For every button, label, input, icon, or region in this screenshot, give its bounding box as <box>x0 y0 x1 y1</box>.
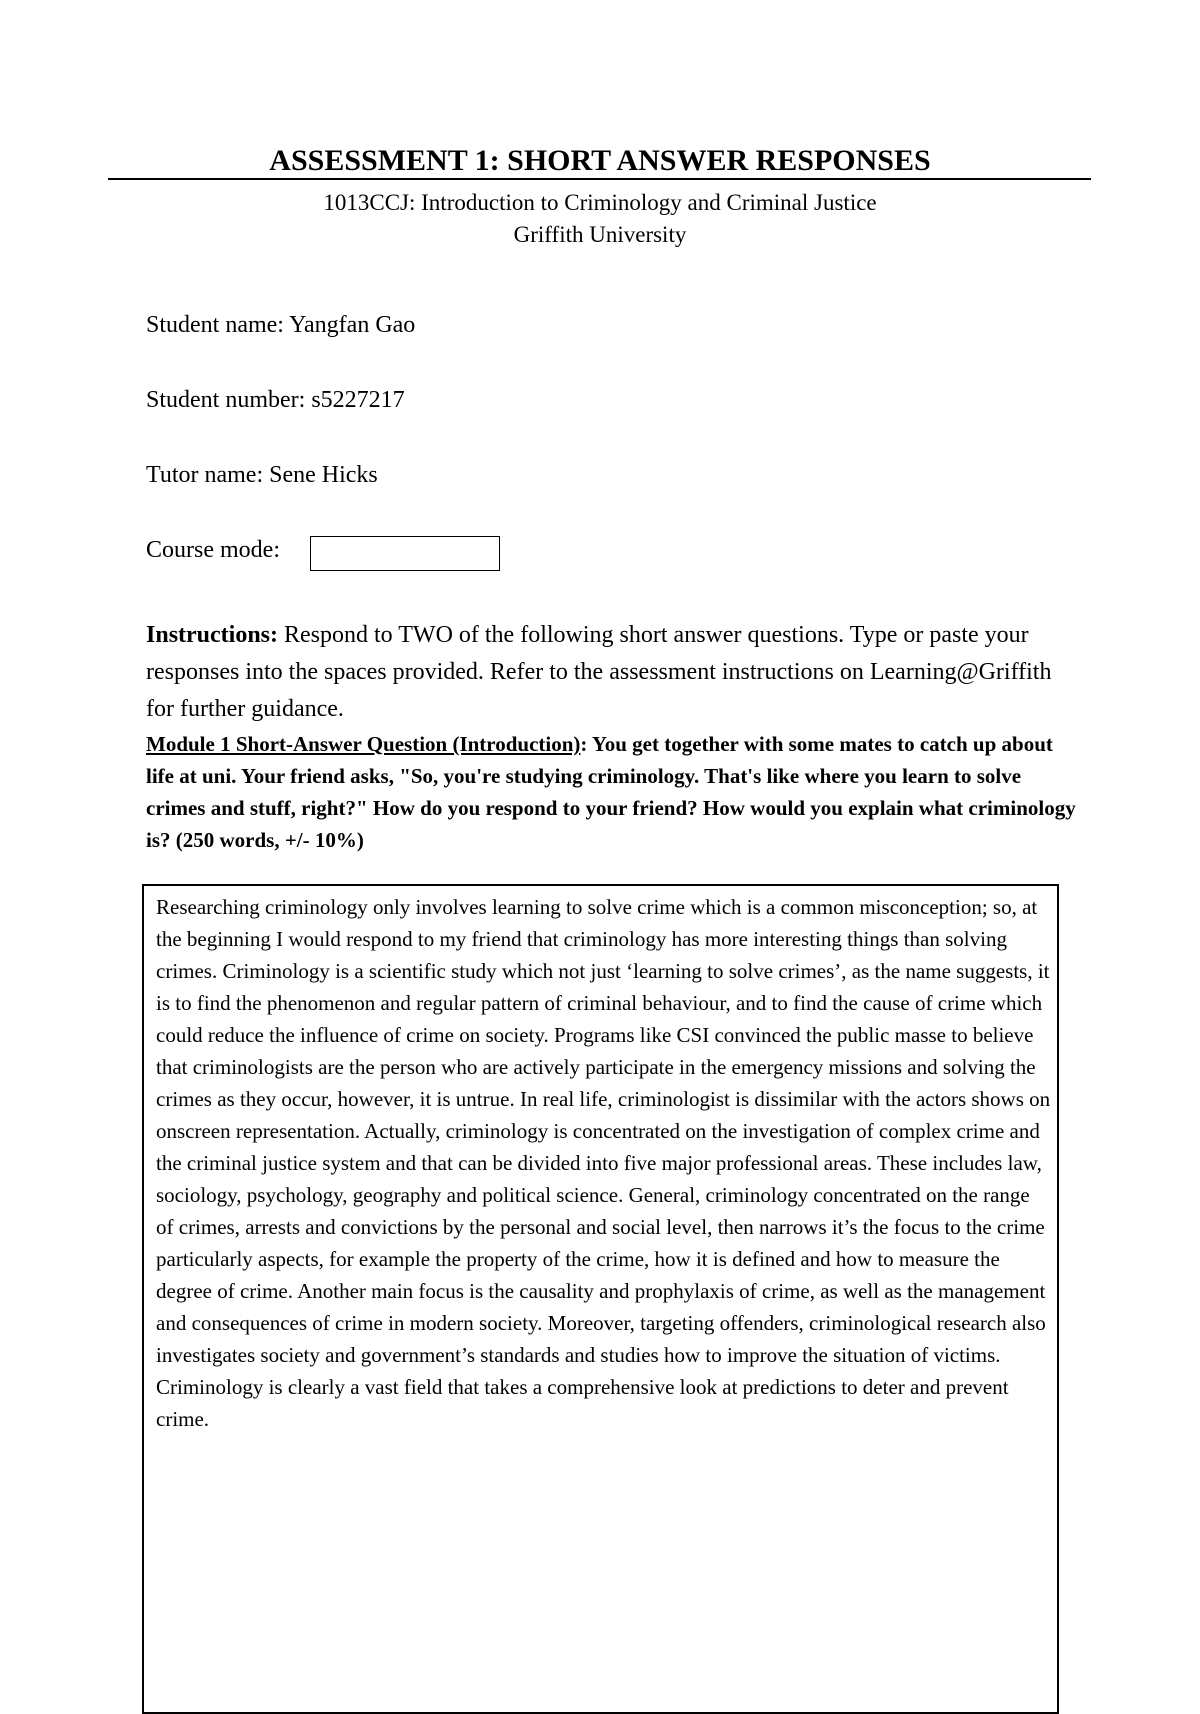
tutor-name-value: Sene Hicks <box>269 462 378 488</box>
course-name: 1013CCJ: Introduction to Criminology and Criminal Justice <box>323 190 877 215</box>
answer-text: Researching criminology only involves learning to solve crime which is a common misconception; so, at the beginning I would respond to my friend that criminology has more interesting things than solving crimes. Criminology is a scientific study which not just ‘learning to solve crimes’, as the name suggests, it is to find the phenomenon and regular pattern of criminal behaviour, and to find the cause of crime which could reduce the influence of crime on society. Programs like CSI convinced the public masse to believe that criminologists are the person who are actively participate in the emergency missions and solving the crimes as they occur, however, it is untrue. In real life, criminologist is dissimilar with the actors shows on onscreen representation. Actually, criminology is concentrated on the investigation of complex crime and the criminal justice system and that can be divided into five major professional areas. These includes law, sociology, psychology, geography and political science. General, criminology concentrated on the range of crimes, arrests and convictions by the personal and social level, then narrows it’s the focus to the crime particularly aspects, for example the property of the crime, how it is defined and how to measure the degree of crime. Another main focus is the causality and prophylaxis of crime, as well as the management and consequences of crime in modern society. Moreover, targeting offenders, criminological research also investigates society and government’s standards and studies how to improve the situation of victims. Criminology is clearly a vast field that takes a comprehensive look at predictions to deter and prevent crime. <box>156 895 1051 1431</box>
document-title: ASSESSMENT 1: SHORT ANSWER RESPONSES <box>269 144 931 177</box>
university-name: Griffith University <box>513 222 687 247</box>
title-underline <box>108 178 1091 180</box>
student-name-value: Yangfan Gao <box>289 312 416 338</box>
student-number-field <box>146 385 405 415</box>
instructions-text: Respond to TWO of the following short answer questions. Type or paste your responses into the spaces provided. Refer to the assessment instructions on Learning@Griffith for further guidance. <box>146 622 1052 722</box>
tutor-name-field <box>146 460 378 490</box>
question-label: Module 1 Short-Answer Question (Introduction) <box>146 732 581 756</box>
tutor-name-label: Tutor name: <box>146 462 264 488</box>
course-mode-field <box>146 535 280 565</box>
question-text: : You get together with some mates to catch up about life at uni. Your friend asks, "So, you're studying criminology. That's like where you learn to solve crimes and stuff, right?" How do you respond to your friend? How would you explain what criminology is? (250 words, +/- 10%) <box>146 732 1076 852</box>
student-number-label: Student number: <box>146 387 306 413</box>
student-number-value: s5227217 <box>311 387 405 413</box>
student-name-field <box>146 310 415 340</box>
course-mode-label: Course mode: <box>146 537 280 563</box>
question-paragraph <box>146 728 1076 856</box>
student-name-label: Student name: <box>146 312 284 338</box>
instructions-paragraph <box>146 617 1076 728</box>
instructions-lead: Instructions: <box>146 622 279 648</box>
course-mode-input[interactable] <box>310 536 500 571</box>
